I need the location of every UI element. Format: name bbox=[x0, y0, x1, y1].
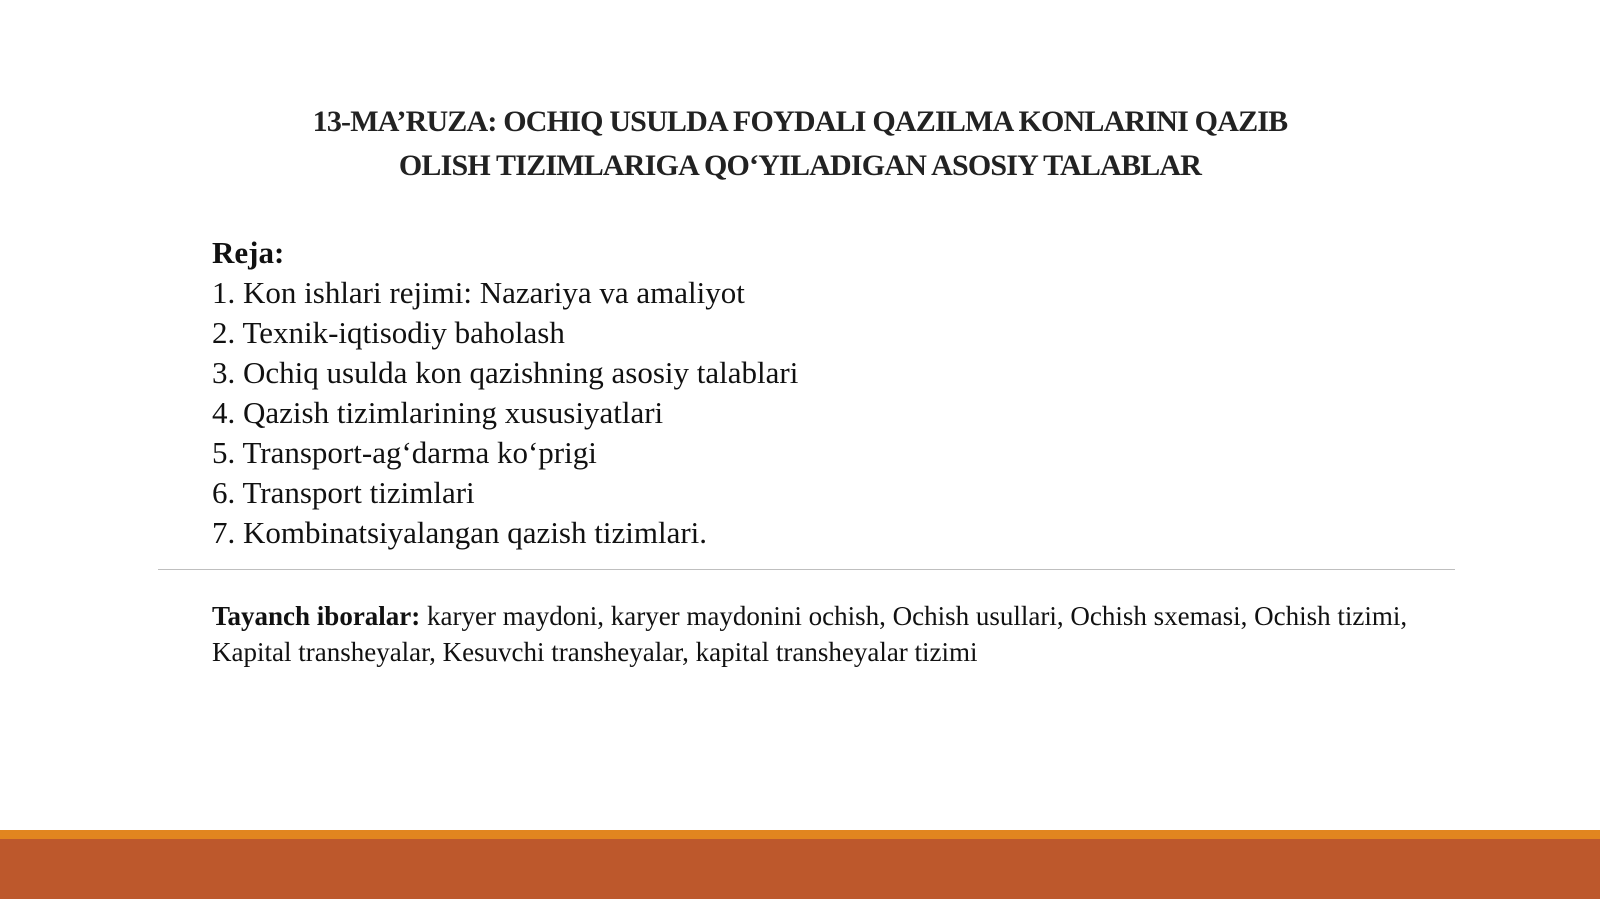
footer-accent-band bbox=[0, 839, 1600, 899]
plan-item: 2. Texnik-iqtisodiy baholash bbox=[212, 315, 565, 350]
plan-item: 6. Transport tizimlari bbox=[212, 475, 475, 510]
plan-item: 5. Transport-ag‘darma ko‘prigi bbox=[212, 435, 597, 470]
plan-item: 7. Kombinatsiyalangan qazish tizimlari. bbox=[212, 515, 708, 550]
section-divider bbox=[158, 569, 1455, 570]
keywords-section bbox=[212, 598, 1412, 670]
plan-list bbox=[212, 273, 1312, 553]
slide-title bbox=[200, 100, 1400, 188]
plan-item: 1. Kon ishlari rejimi: Nazariya va amaliyot bbox=[212, 275, 745, 310]
footer-accent-thin-band bbox=[0, 830, 1600, 839]
keywords-label: Tayanch iboralar: bbox=[212, 601, 421, 631]
plan-heading: Reja: bbox=[212, 235, 285, 270]
keywords-text: karyer maydoni, karyer maydonini ochish, Ochish usullari, Ochish sxemasi, Ochish tizimi, Kapital transheyalar, Kesuvchi transheyalar, kapital transheyalar tizimi bbox=[212, 601, 1408, 667]
slide-title-line-2: OLISH TIZIMLARIGA QO‘YILADIGAN ASOSIY TALABLAR bbox=[398, 149, 1202, 182]
plan-section bbox=[212, 233, 1312, 553]
plan-item: 3. Ochiq usulda kon qazishning asosiy talablari bbox=[212, 355, 799, 390]
slide-title-line-1: 13-MA’RUZA: OCHIQ USULDA FOYDALI QAZILMA KONLARINI QAZIB bbox=[312, 105, 1288, 138]
plan-item: 4. Qazish tizimlarining xususiyatlari bbox=[212, 395, 664, 430]
